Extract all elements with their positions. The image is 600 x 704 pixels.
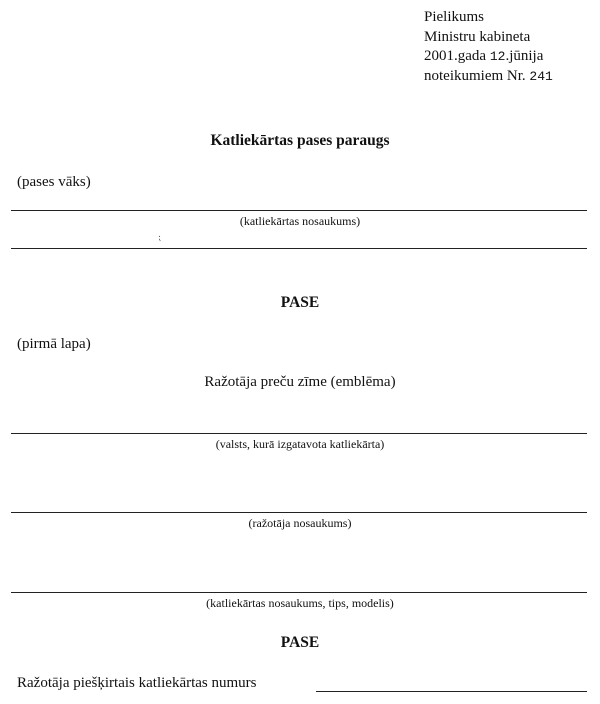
annex-line-2: Ministru kabineta xyxy=(424,28,531,45)
country-rule xyxy=(11,433,587,434)
boiler-type-caption: (katliekārtas nosaukums, tips, modelis) xyxy=(206,596,394,610)
manufacturer-number-field[interactable] xyxy=(316,691,587,692)
annex-month: .jūnija xyxy=(505,48,544,64)
document-title: Katliekārtas pases paraugs xyxy=(210,132,390,149)
pase-heading-first: PASE xyxy=(280,294,320,311)
trademark-text: Ražotāja preču zīme (emblēma) xyxy=(204,374,396,390)
country-caption: (valsts, kurā izgatavota katliekārta) xyxy=(215,437,385,451)
annex-reference xyxy=(424,8,553,86)
manufacturer-caption: (ražotāja nosaukums) xyxy=(248,516,352,530)
boiler-name-rule xyxy=(11,210,587,211)
pase-heading-second: PASE xyxy=(280,634,320,651)
cover-bottom-rule xyxy=(11,248,587,249)
manufacturer-number-label: Ražotāja piešķirtais katliekārtas numurs xyxy=(17,675,257,691)
manufacturer-rule xyxy=(11,512,587,513)
annex-rules-number: 241 xyxy=(529,68,553,84)
annex-rules-prefix: noteikumiem Nr. xyxy=(424,67,526,84)
annex-rules-line xyxy=(424,67,553,87)
boiler-name-caption: (katliekārtas nosaukums) xyxy=(239,214,361,228)
first-page-label: (pirmā lapa) xyxy=(17,336,91,352)
boiler-type-rule xyxy=(11,592,587,593)
scan-speck: ⁏ xyxy=(158,232,162,242)
annex-year: 2001.gada xyxy=(424,48,487,64)
cover-label: (pases vāks) xyxy=(17,174,91,190)
annex-date-line xyxy=(424,47,553,67)
annex-line-1: Pielikums xyxy=(424,9,485,25)
annex-day: 12 xyxy=(489,49,506,64)
